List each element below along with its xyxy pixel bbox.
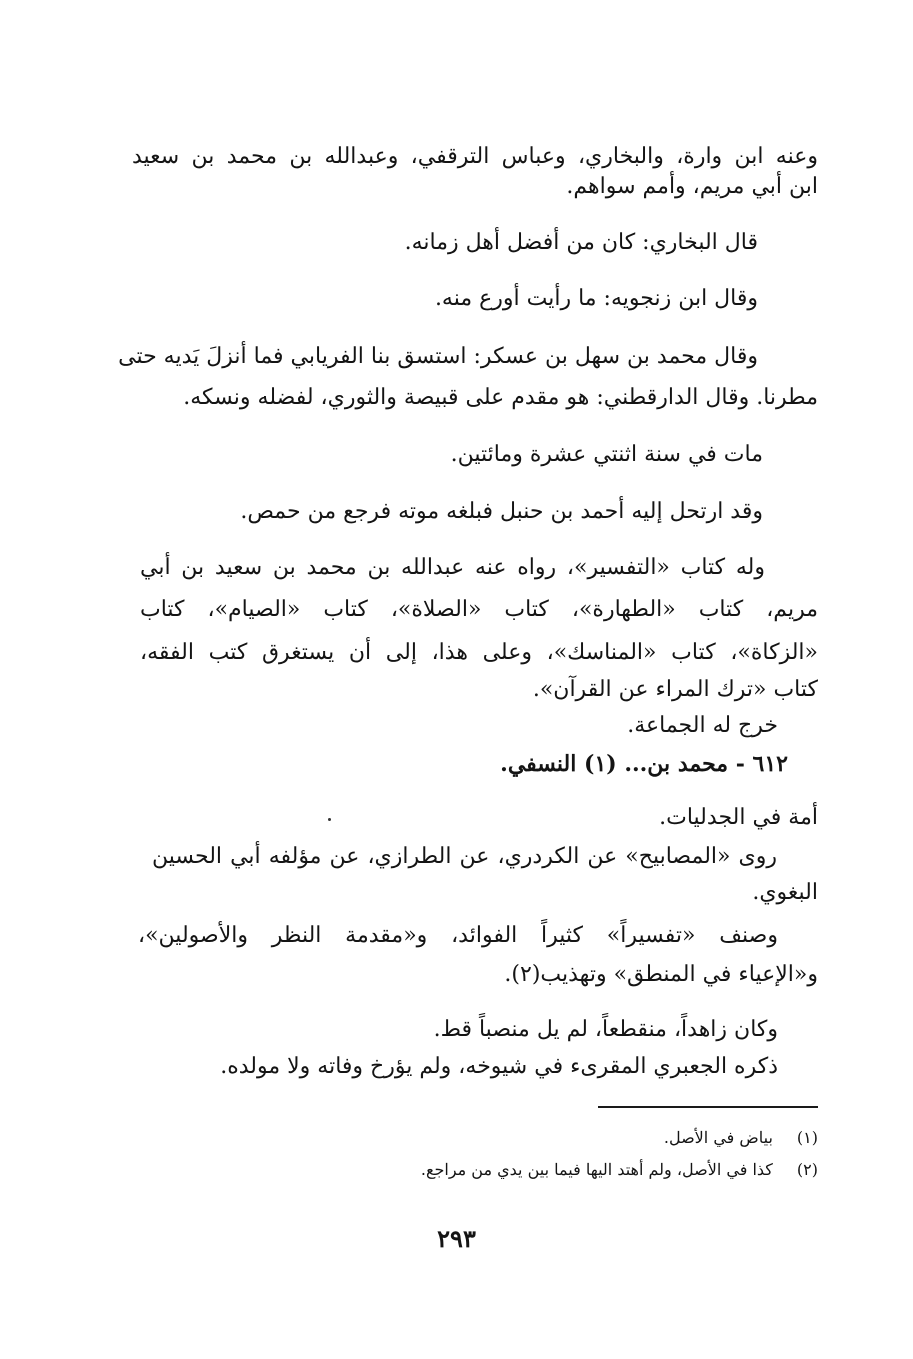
body-line: وله كتاب «التفسير»، رواه عنه عبدالله بن محمد بن سعيد بن أبي <box>140 555 765 580</box>
body-line: مات في سنة اثنتي عشرة ومائتين. <box>450 442 763 467</box>
body-line: وقد ارتحل إليه أحمد بن حنبل فبلغه موته فرجع من حمص. <box>240 499 763 524</box>
footnote-separator <box>598 1106 818 1108</box>
footnote <box>421 1158 818 1182</box>
body-line: «الزكاة»، كتاب «المناسك»، وعلى هذا، إلى أن يستغرق كتب الفقه، <box>140 640 818 665</box>
body-line: مطرنا. وقال الدارقطني: هو مقدم على قبيصة والثوري، لفضله ونسكه. <box>183 385 818 410</box>
page-number: ٢٩٣ <box>437 1224 476 1253</box>
footnote-text: بياض في الأصل. <box>663 1128 773 1147</box>
body-line: وقال ابن زنجويه: ما رأيت أورع منه. <box>434 286 758 311</box>
body-line: وصنف «تفسيراً» كثيراً الفوائد، و«مقدمة النظر والأصولين»، <box>138 923 778 948</box>
footnote-number: (٢) <box>796 1160 818 1179</box>
body-line: كتاب «ترك المراء عن القرآن». <box>532 677 818 702</box>
body-line: ابن أبي مريم، وأمم سواهم. <box>566 174 818 199</box>
body-line: البغوي. <box>752 880 818 905</box>
body-line: قال البخاري: كان من أفضل أهل زمانه. <box>404 230 758 255</box>
footnote-text: كذا في الأصل، ولم أهتد اليها فيما بين يدي من مراجع. <box>420 1160 773 1179</box>
entry-heading: ٦١٢ - محمد بن... (١) النسفي. <box>500 751 788 777</box>
body-line: مريم، كتاب «الطهارة»، كتاب «الصلاة»، كتاب «الصيام»، كتاب <box>140 597 818 622</box>
body-line: ذكره الجعبري المقرىء في شيوخه، ولم يؤرخ وفاته ولا مولده. <box>220 1054 778 1079</box>
body-line: أمة في الجدليات. <box>659 805 818 830</box>
body-line: و«الإعياء في المنطق» وتهذيب(٢). <box>504 962 818 987</box>
body-line: روى «المصابيح» عن الكردري، عن الطرازي، عن مؤلفه أبي الحسين <box>152 844 777 869</box>
body-line: وكان زاهداً، منقطعاً، لم يل منصباً قط. <box>433 1017 778 1042</box>
body-line: خرج له الجماعة. <box>627 713 778 738</box>
body-line: وعنه ابن وارة، والبخاري، وعباس الترقفي، وعبدالله بن محمد بن سعيد <box>132 144 818 169</box>
body-line: وقال محمد بن سهل بن عسكر: استسق بنا الفريابي فما أنزلَ يَديه حتى <box>118 344 758 369</box>
scan-speck <box>328 818 331 821</box>
footnote <box>664 1126 818 1150</box>
footnote-number: (١) <box>796 1128 818 1147</box>
